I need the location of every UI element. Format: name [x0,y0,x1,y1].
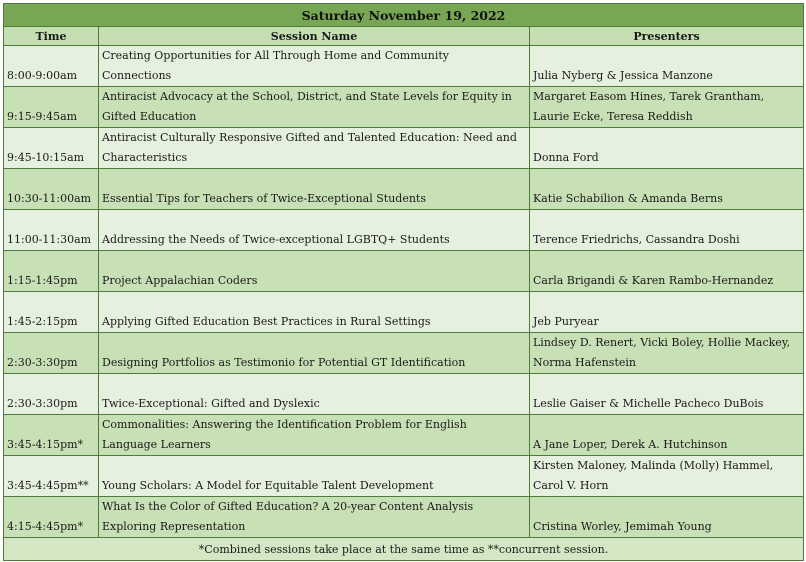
presenter-line [533,128,800,148]
time-cell [4,251,99,292]
time-text: 2:30-3:30pm [7,397,78,410]
session-line: What Is the Color of Gifted Education? A 20-year Content Analysis [102,500,474,513]
table-row [4,251,804,292]
footnote: *Combined sessions take place at the same time as **concurrent session. [4,538,804,561]
presenter-line [533,292,800,312]
session-line [102,456,526,476]
presenter-line: Donna Ford [533,151,599,164]
presenter-line: Norma Hafenstein [533,356,636,369]
session-cell [99,169,530,210]
schedule-title: Saturday November 19, 2022 [4,4,804,27]
session-cell [99,128,530,169]
session-line: Connections [102,69,172,82]
session-cell [99,415,530,456]
presenter-line: Lindsey D. Renert, Vicki Boley, Hollie Mackey, [533,336,791,349]
time-text: 1:45-2:15pm [7,315,78,328]
session-line [102,374,526,394]
presenters-cell [530,210,804,251]
table-row [4,169,804,210]
session-line [102,333,526,353]
session-line: Antiracist Culturally Responsive Gifted and Talented Education: Need and [102,131,517,144]
presenter-line: Jeb Puryear [533,315,599,328]
session-line: Antiracist Advocacy at the School, District, and State Levels for Equity in [102,90,512,103]
session-cell [99,456,530,497]
time-text: 9:15-9:45am [7,110,78,123]
session-cell [99,374,530,415]
time-cell [4,169,99,210]
presenter-line [533,210,800,230]
presenter-line: Cristina Worley, Jemimah Young [533,520,712,533]
time-text: 4:15-4:45pm* [7,520,84,533]
presenter-line: Laurie Ecke, Teresa Reddish [533,110,693,123]
presenters-cell [530,251,804,292]
presenters-cell [530,374,804,415]
session-cell [99,497,530,538]
session-cell [99,210,530,251]
time-text: 2:30-3:30pm [7,356,78,369]
presenter-line [533,497,800,517]
presenter-line: Terence Friedrichs, Cassandra Doshi [533,233,740,246]
time-cell [4,415,99,456]
presenters-cell [530,128,804,169]
presenters-cell [530,333,804,374]
presenter-line [533,46,800,66]
session-line [102,169,526,189]
session-line: Addressing the Needs of Twice-exceptional LGBTQ+ Students [102,233,450,246]
col-header-presenters: Presenters [530,27,804,46]
presenter-line: Katie Schabilion & Amanda Berns [533,192,723,205]
time-text: 3:45-4:45pm** [7,479,89,492]
time-cell [4,456,99,497]
presenter-line: Leslie Gaiser & Michelle Pacheco DuBois [533,397,764,410]
col-header-time: Time [4,27,99,46]
time-cell [4,128,99,169]
table-row [4,456,804,497]
presenters-cell [530,497,804,538]
table-row [4,374,804,415]
session-line: Exploring Representation [102,520,246,533]
time-text: 1:15-1:45pm [7,274,78,287]
session-line: Young Scholars: A Model for Equitable Talent Development [102,479,434,492]
time-text: 3:45-4:15pm* [7,438,84,451]
time-cell [4,87,99,128]
presenter-line: Margaret Easom Hines, Tarek Grantham, [533,90,765,103]
table-row [4,87,804,128]
schedule-table [3,3,804,561]
session-line: Designing Portfolios as Testimonio for Potential GT Identification [102,356,466,369]
col-header-session: Session Name [99,27,530,46]
session-line [102,292,526,312]
presenter-line: Kirsten Maloney, Malinda (Molly) Hammel, [533,459,774,472]
time-cell [4,210,99,251]
presenters-cell [530,87,804,128]
time-text: 9:45-10:15am [7,151,85,164]
session-line: Characteristics [102,151,188,164]
time-cell [4,292,99,333]
presenter-line [533,374,800,394]
session-line: Creating Opportunities for All Through Home and Community [102,49,449,62]
time-cell [4,333,99,374]
session-line: Twice-Exceptional: Gifted and Dyslexic [102,397,320,410]
time-text: 10:30-11:00am [7,192,92,205]
session-line: Project Appalachian Coders [102,274,258,287]
presenter-line: Carol V. Horn [533,479,609,492]
table-row [4,292,804,333]
table-row [4,46,804,87]
session-line: Commonalities: Answering the Identification Problem for English [102,418,467,431]
table-row [4,210,804,251]
presenter-line: A Jane Loper, Derek A. Hutchinson [533,438,728,451]
presenter-line [533,415,800,435]
presenters-cell [530,46,804,87]
presenter-line [533,169,800,189]
session-line: Applying Gifted Education Best Practices in Rural Settings [102,315,431,328]
session-cell [99,292,530,333]
table-row [4,497,804,538]
time-text: 8:00-9:00am [7,69,78,82]
presenters-cell [530,456,804,497]
session-line [102,251,526,271]
session-cell [99,46,530,87]
session-line: Language Learners [102,438,211,451]
session-cell [99,333,530,374]
session-line: Essential Tips for Teachers of Twice-Exceptional Students [102,192,426,205]
session-cell [99,87,530,128]
time-cell [4,46,99,87]
table-row [4,415,804,456]
session-line: Gifted Education [102,110,197,123]
time-cell [4,497,99,538]
session-cell [99,251,530,292]
presenter-line: Julia Nyberg & Jessica Manzone [533,69,713,82]
presenter-line: Carla Brigandi & Karen Rambo-Hernandez [533,274,774,287]
table-row [4,128,804,169]
presenters-cell [530,169,804,210]
presenter-line [533,251,800,271]
time-cell [4,374,99,415]
session-line [102,210,526,230]
presenters-cell [530,292,804,333]
table-row [4,333,804,374]
time-text: 11:00-11:30am [7,233,92,246]
presenters-cell [530,415,804,456]
